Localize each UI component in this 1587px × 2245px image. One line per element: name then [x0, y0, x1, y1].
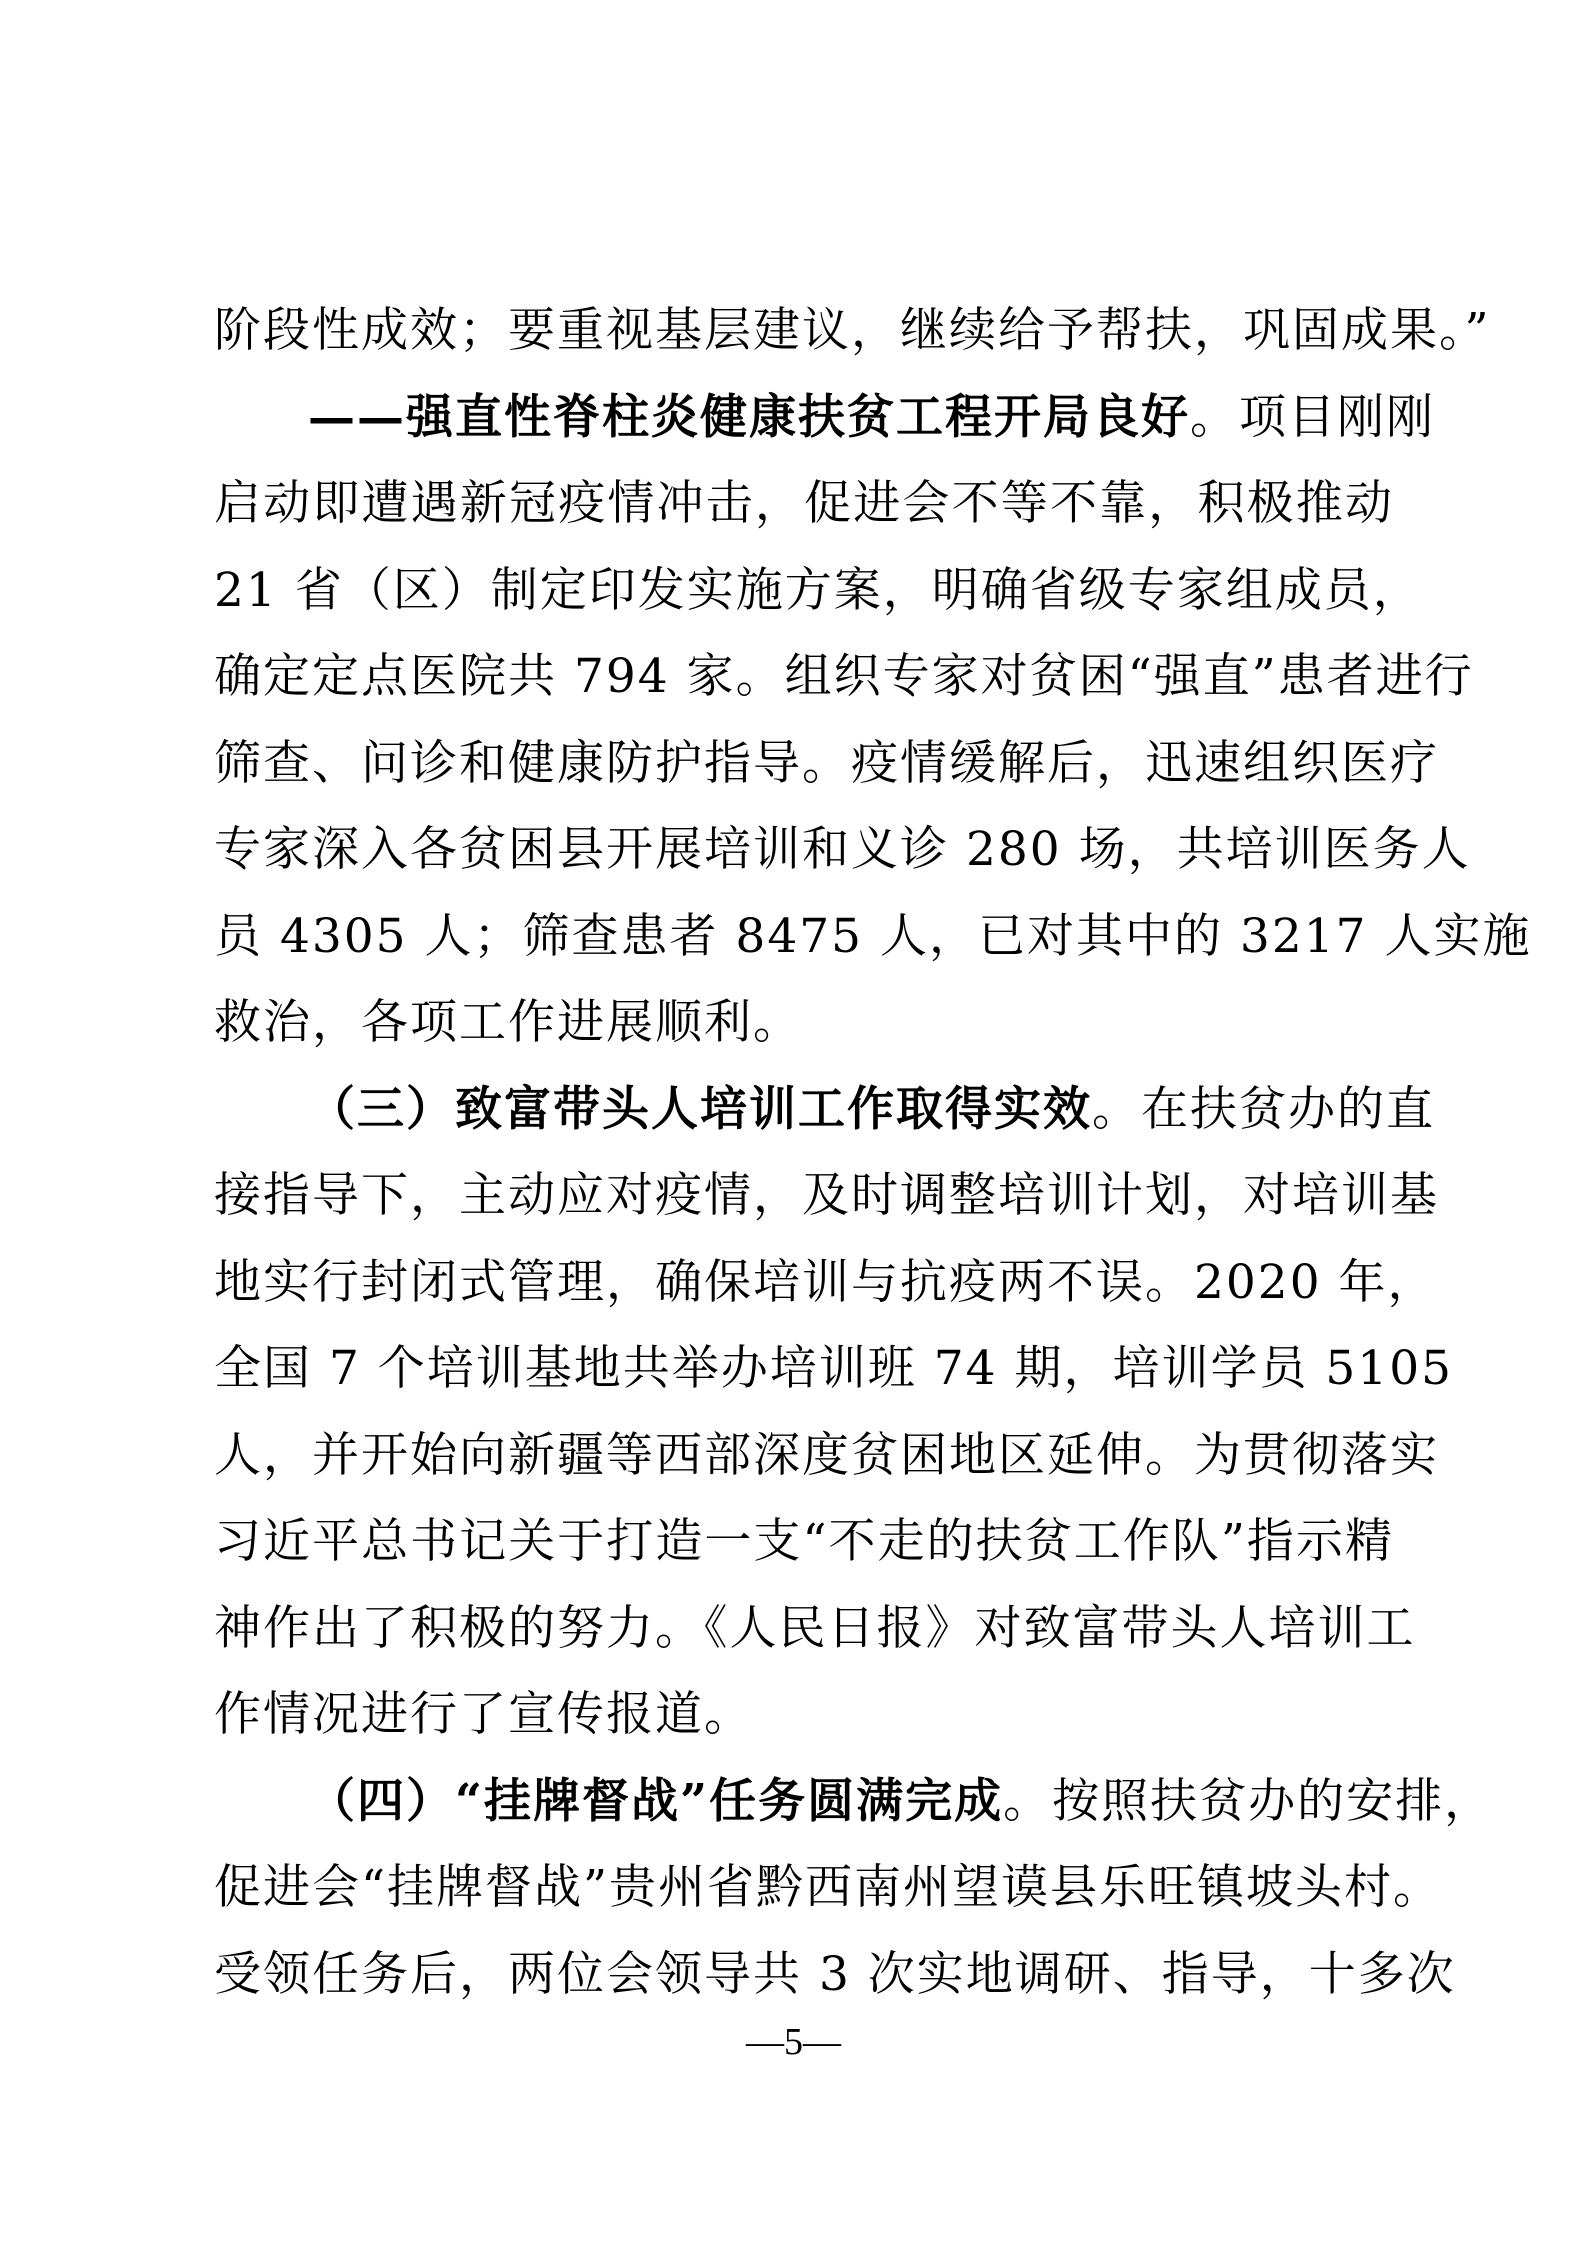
paragraph-line: 促进会“挂牌督战”贵州省黔西南州望谟县乐旺镇坡头村。 [214, 1860, 1443, 1915]
paragraph-line: 接指导下，主动应对疫情，及时调整培训计划，对培训基 [214, 1168, 1439, 1223]
paragraph-line: 专家深入各贫困县开展培训和义诊 280 场，共培训医务人 [214, 822, 1471, 877]
section-heading: （四）“挂牌督战”任务圆满完成 [308, 1773, 1004, 1829]
paragraph-line: 确定定点医院共 794 家。组织专家对贫困“强直”患者进行 [214, 649, 1474, 704]
paragraph-line: 受领任务后，两位会领导共 3 次实地调研、指导，十多次 [214, 1946, 1456, 2002]
paragraph-line: 救治，各项工作进展顺利。 [214, 995, 802, 1050]
paragraph-line: 阶段性成效；要重视基层建议，继续给予帮扶，巩固成果。” [214, 303, 1491, 358]
paragraph-line: 全国 7 个培训基地共举办培训班 74 期，培训学员 5105 [214, 1341, 1454, 1396]
paragraph-text: 。在扶贫办的直 [1092, 1081, 1435, 1137]
paragraph-line [214, 375, 1435, 462]
paragraph-line: 人，并开始向新疆等西部深度贫困地区延伸。为贯彻落实 [214, 1427, 1439, 1483]
paragraph-line: 启动即遭遇新冠疫情冲击，促进会不等不靠，积极推动 [214, 476, 1394, 531]
paragraph-text: 。项目刚刚 [1190, 389, 1435, 445]
paragraph-line: 筛查、问诊和健康防护指导。疫情缓解后，迅速组织医疗 [214, 735, 1439, 791]
section-heading: （三）致富带头人培训工作取得实效 [308, 1081, 1092, 1137]
section-heading: ——强直性脊柱炎健康扶贫工程开局良好 [308, 389, 1190, 445]
paragraph-line [214, 1759, 1494, 1846]
paragraph-line: 21 省（区）制定印发实施方案，明确省级专家组成员， [214, 562, 1422, 618]
paragraph-text: 。按照扶贫办的安排， [1003, 1773, 1494, 1829]
page-number: —5— [746, 2021, 841, 2063]
paragraph-line: 神作出了积极的努力。《人民日报》对致富带头人培训工 [214, 1600, 1416, 1656]
document-body [214, 288, 1532, 2018]
paragraph-line [214, 1067, 1435, 1154]
paragraph-line: 习近平总书记关于打造一支“不走的扶贫工作队”指示精 [214, 1514, 1394, 1569]
paragraph-line: 员 4305 人；筛查患者 8475 人，已对其中的 3217 人实施 [214, 908, 1532, 964]
paragraph-line: 作情况进行了宣传报道。 [214, 1687, 753, 1742]
paragraph-line: 地实行封闭式管理，确保培训与抗疫两不误。2020 年， [214, 1254, 1437, 1310]
